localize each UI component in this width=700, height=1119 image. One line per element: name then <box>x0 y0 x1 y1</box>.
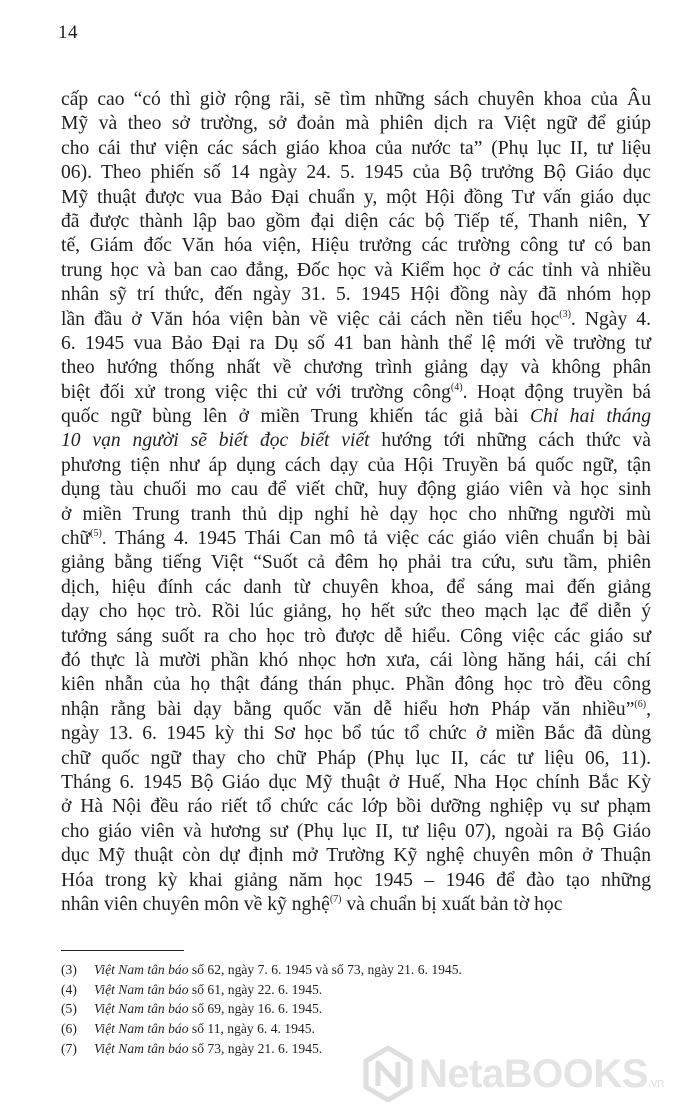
text-line <box>61 381 651 405</box>
line-text: 6. 1945 vua Bảo Đại ra Dụ số 41 ban hành thể lệ mới về trường tư <box>61 332 651 354</box>
text-line <box>61 454 651 478</box>
line-text-after: và chuẩn bị xuất bản tờ học <box>341 893 563 915</box>
footnote-ref: (5) <box>90 528 102 540</box>
text-line <box>61 869 651 893</box>
line-text-after: . Ngày 4. <box>570 308 651 330</box>
line-text: dịch, hiệu đính các danh từ chuyên khoa, để sáng mai đến giảng <box>61 576 651 598</box>
text-line <box>61 576 651 600</box>
line-text: biệt đối xử trong việc thi cử với trường công <box>61 381 451 403</box>
line-text: ở Hà Nội đều ráo riết tổ chức các lớp bồi dưỡng nghiệp vụ sư phạm <box>61 796 651 818</box>
line-text: giảng bằng tiếng Việt “Suốt cả đêm họ phải tra cứu, sưu tầm, phiên <box>61 552 651 574</box>
line-text: 06). Theo phiến số 14 ngày 24. 5. 1945 của Bộ trưởng Bộ Giáo dục <box>61 162 651 184</box>
line-text-after: hướng tới những cách thức và <box>369 430 651 452</box>
line-text: nhân sỹ trí thức, đến ngày 31. 5. 1945 Hội đồng này đã nhóm họp <box>61 284 651 306</box>
text-line <box>61 649 651 673</box>
footnote-number: (4) <box>61 981 77 997</box>
footnote-detail: số 61, ngày 22. 6. 1945. <box>188 981 323 997</box>
line-text: cho cái thư viện các sách giáo khoa của nước ta” (Phụ lục II, tư liệu <box>61 137 651 159</box>
text-line <box>61 332 651 356</box>
line-text: Mỹ thuật được vua Bảo Đại chuẩn y, một Hội đồng Tư vấn giáo dục <box>61 186 651 208</box>
line-text: chữ quốc ngữ thay cho chữ Pháp (Phụ lục II, các tư liệu 06, 11). <box>61 747 651 769</box>
text-line <box>61 137 651 161</box>
text-line <box>61 600 651 624</box>
line-text: cấp cao “có thì giờ rộng rãi, sẽ tìm những sách chuyên khoa của Âu <box>61 89 651 110</box>
text-line <box>61 405 651 429</box>
footnote-detail: số 73, ngày 21. 6. 1945. <box>188 1040 323 1056</box>
text-line <box>61 283 651 307</box>
page-number: 14 <box>58 22 78 43</box>
text-line <box>61 234 651 258</box>
line-text-after: . Hoạt động truyền bá <box>462 381 651 403</box>
footnote <box>61 1019 651 1039</box>
line-text: lần đầu ở Văn hóa viện bàn về việc cải cách nền tiểu học <box>61 308 560 330</box>
italic-title: 10 vạn người sẽ biết đọc biết viết <box>61 430 370 452</box>
text-line <box>61 771 651 795</box>
footnote <box>61 980 651 1000</box>
text-line <box>61 259 651 283</box>
line-text: nhân viên chuyên môn về kỹ nghệ <box>61 893 330 915</box>
text-line <box>61 747 651 771</box>
text-line <box>61 551 651 575</box>
text-line <box>61 478 651 502</box>
text-line <box>61 88 651 112</box>
line-text: kiên nhẫn của họ thật đáng thán phục. Phần đông học trò đều công <box>61 674 651 696</box>
text-line <box>61 893 651 917</box>
text-line <box>61 356 651 380</box>
body-text <box>61 88 651 917</box>
line-text: theo hướng thống nhất về chương trình giảng dạy và không phân <box>61 357 651 379</box>
text-line <box>61 429 651 453</box>
footnote-source: Việt Nam tân báo <box>94 1040 189 1056</box>
text-line <box>61 112 651 136</box>
footnote-ref: (3) <box>559 308 571 320</box>
text-line <box>61 820 651 844</box>
footnote-ref: (6) <box>634 698 647 710</box>
footnote-number: (3) <box>61 962 77 977</box>
footnote-number: (6) <box>61 1021 77 1037</box>
footnote-source: Việt Nam tân báo <box>94 962 189 977</box>
line-text: dạy cho học trò. Rồi lúc giảng, họ hết sức theo mạch lạc để diễn ý <box>61 601 651 623</box>
footnote-source: Việt Nam tân báo <box>94 981 189 997</box>
text-line <box>61 722 651 746</box>
line-text: ở miền Trung tranh thủ dịp nghỉ hè dạy học cho những người mù <box>61 503 651 525</box>
text-line <box>61 210 651 234</box>
footnote-ref: (4) <box>450 381 463 393</box>
text-line <box>61 308 651 332</box>
footnote-number: (5) <box>61 1001 77 1017</box>
footnote <box>61 999 651 1019</box>
text-line <box>61 698 651 722</box>
footnote-detail: số 62, ngày 7. 6. 1945 và số 73, ngày 21. 6. 1945. <box>188 962 462 977</box>
line-text-after: . Tháng 4. 1945 Thái Can mô tả việc các giáo viên chuẩn bị bài <box>101 528 651 550</box>
line-text: đó thực là mười phần khó nhọc hơn xưa, cái lòng hăng hái, cái chí <box>61 649 651 671</box>
line-text: trung học và ban cao đẳng, Đốc học và Kiểm học ở các tỉnh và nhiều <box>61 259 651 281</box>
line-text: tế, Giám đốc Văn hóa viện, Hiệu trưởng các trường công tư có ban <box>61 235 651 257</box>
line-text: nhận rằng bài dạy bằng quốc văn dễ hiểu hơn Pháp văn nhiều” <box>61 698 635 720</box>
italic-title: Chỉ hai tháng <box>529 406 652 428</box>
text-line <box>61 625 651 649</box>
line-text: ngày 13. 6. 1945 kỳ thi Sơ học bổ túc tổ chức ở miền Bắc đã dùng <box>61 723 651 745</box>
line-text: dụng tàu chuối mo cau để viết chữ, huy động giáo viên và học sinh <box>61 479 651 501</box>
line-text: Mỹ và theo sở trường, sở đoản mà phiên dịch ra Việt ngữ để giúp <box>61 113 651 135</box>
footnote-number: (7) <box>61 1040 77 1056</box>
line-text: chữ <box>61 528 91 550</box>
footnote-source: Việt Nam tân báo <box>94 1001 189 1017</box>
line-text: đã được thành lập bao gồm đại diện các bộ Tiếp tế, Thanh niên, Y <box>61 210 651 232</box>
text-line <box>61 795 651 819</box>
line-text: Tháng 6. 1945 Bộ Giáo dục Mỹ thuật ở Huế, Nha Học chính Bắc Kỳ <box>61 771 651 793</box>
line-text: dục Mỹ thuật còn dự định mở Trường Kỹ nghệ chuyên môn ở Thuận <box>61 845 651 867</box>
footnote-ref: (7) <box>329 893 342 905</box>
footnote <box>61 960 651 980</box>
footnote-detail: số 69, ngày 16. 6. 1945. <box>188 1001 323 1017</box>
line-text-after: , <box>646 698 651 720</box>
netabooks-logo-icon <box>363 1046 413 1102</box>
line-text: Hóa trong kỳ khai giảng năm học 1945 – 1946 để đào tạo những <box>61 869 651 891</box>
footnote-detail: số 11, ngày 6. 4. 1945. <box>188 1021 315 1037</box>
line-text: tưởng sáng suốt ra cho học trò được dễ hiểu. Công việc các giáo sư <box>61 625 651 647</box>
text-line <box>61 527 651 551</box>
text-line <box>61 161 651 185</box>
line-text: quốc ngữ bùng lên ở miền Trung khiến tác giả bài <box>61 406 530 428</box>
watermark-text: NetaBOOKS.vn <box>419 1051 664 1096</box>
watermark <box>363 1044 664 1104</box>
text-line <box>61 844 651 868</box>
footnote-source: Việt Nam tân báo <box>94 1021 189 1037</box>
line-text: cho giáo viên và hương sư (Phụ lục II, tư liệu 07), ngoài ra Bộ Giáo <box>61 820 651 842</box>
text-line <box>61 503 651 527</box>
line-text: phương tiện như áp dụng cách dạy của Hội Truyền bá quốc ngữ, tận <box>61 454 651 476</box>
footnote-divider <box>61 950 184 951</box>
text-line <box>61 186 651 210</box>
text-line <box>61 673 651 697</box>
